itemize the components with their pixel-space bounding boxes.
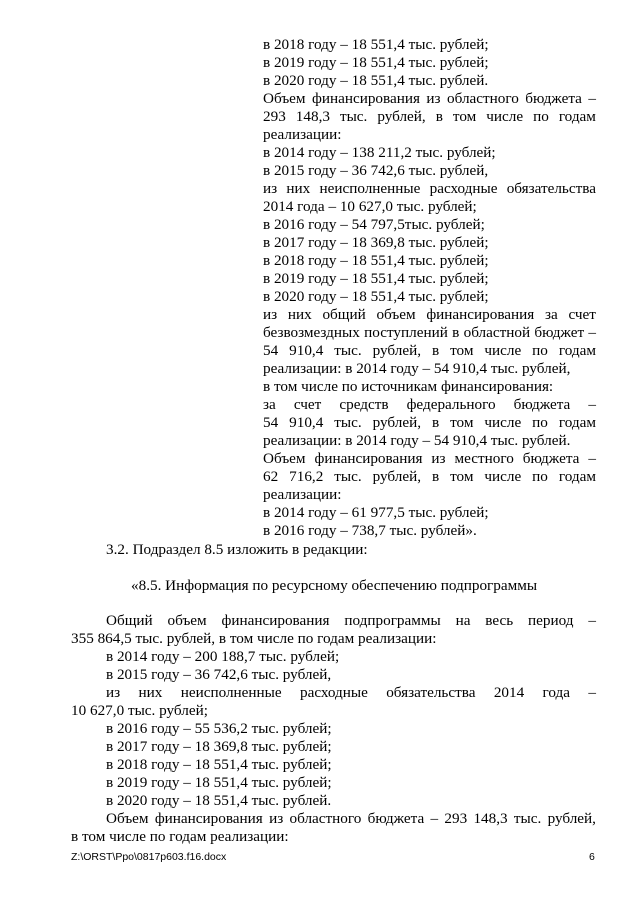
right-column-line: реализации: в 2014 году – 54 910,4 тыс. рублей. (263, 432, 571, 449)
word: по (532, 342, 548, 359)
right-column-line: в 2016 году – 54 797,5тыс. рублей; (263, 216, 485, 233)
word: в (452, 324, 460, 341)
word: областного (289, 810, 362, 827)
word: том (450, 342, 474, 359)
word: – (588, 612, 596, 629)
word: тыс. (513, 810, 542, 827)
body-line: в 2020 году – 18 551,4 тыс. рублей. (106, 792, 332, 809)
word: – (588, 90, 596, 107)
word: – (430, 810, 439, 827)
word: областного (447, 90, 519, 107)
word: Объем (263, 450, 306, 467)
word: – (588, 684, 596, 701)
word: объем (376, 306, 416, 323)
word: в (435, 108, 443, 125)
word: поступлений (364, 324, 448, 341)
right-column-line: в 2018 году – 18 551,4 тыс. рублей; (263, 36, 489, 53)
word: в (431, 342, 440, 359)
body-line: в 2019 году – 18 551,4 тыс. рублей; (106, 774, 332, 791)
word: тыс. (334, 468, 362, 485)
word: на (455, 612, 471, 629)
body-line (106, 612, 596, 630)
footer-page-number: 6 (589, 851, 595, 863)
body-line: в 2018 году – 18 551,4 тыс. рублей; (106, 756, 332, 773)
word: Объем (106, 810, 149, 827)
word: обязательства (386, 684, 476, 701)
right-column-line (263, 468, 596, 486)
right-column-line: 2014 года – 10 627,0 тыс. рублей; (263, 198, 477, 215)
word: них (138, 684, 163, 701)
word: безвозмездных (263, 324, 360, 341)
right-column-line: реализации: (263, 486, 342, 503)
word: 293 (444, 810, 468, 827)
right-column-line: в 2014 году – 61 977,5 тыс. рублей; (263, 504, 489, 521)
body-line (106, 684, 596, 702)
word: Общий (106, 612, 153, 629)
word: Объем (263, 90, 306, 107)
body-line: 10 627,0 тыс. рублей; (71, 702, 208, 719)
word: годам (558, 468, 596, 485)
word: по (533, 108, 549, 125)
right-column-line (263, 90, 596, 108)
word: том (450, 468, 474, 485)
section-heading: «8.5. Информация по ресурсному обеспечению подпрограммы (131, 577, 538, 594)
word: 910,4 (289, 414, 324, 431)
right-column-line: в 2018 году – 18 551,4 тыс. рублей; (263, 252, 489, 269)
word: годам (558, 414, 596, 431)
word: годам (558, 342, 596, 359)
word: из (106, 684, 121, 701)
body-line: в 2015 году – 36 742,6 тыс. рублей, (106, 666, 332, 683)
right-column-line (263, 180, 596, 198)
word: том (450, 414, 474, 431)
body-line (106, 810, 596, 828)
word: из (426, 90, 441, 107)
word: 716,2 (289, 468, 324, 485)
word: – (588, 396, 596, 413)
right-column-line (263, 450, 596, 468)
word: за (263, 396, 276, 413)
word: финансирования (311, 90, 420, 107)
word: объем (167, 612, 207, 629)
right-column-line: в 2019 году – 18 551,4 тыс. рублей; (263, 270, 489, 287)
body-line: в 2017 году – 18 369,8 тыс. рублей; (106, 738, 332, 755)
word: счет (293, 396, 322, 413)
word: бюджет (534, 324, 585, 341)
word: неисполненные (319, 180, 421, 197)
right-column-line (263, 108, 596, 126)
word: финансирования (221, 612, 330, 629)
word: по (532, 468, 548, 485)
word: финансирования (426, 306, 535, 323)
right-column-line: в 2020 году – 18 551,4 тыс. рублей; (263, 288, 489, 305)
word: 148,3 (473, 810, 508, 827)
body-line: в 2016 году – 55 536,2 тыс. рублей; (106, 720, 332, 737)
word: неисполненные (180, 684, 282, 701)
word: рублей, (372, 468, 421, 485)
word: тыс. (334, 414, 362, 431)
right-column-line (263, 396, 596, 414)
body-line: в том числе по годам реализации: (71, 828, 289, 845)
word: из (431, 450, 446, 467)
word: по (532, 414, 548, 431)
word: местного (454, 450, 514, 467)
word: из (269, 810, 284, 827)
word: 54 (263, 342, 279, 359)
word: 2014 (493, 684, 525, 701)
word: рублей, (372, 414, 421, 431)
word: финансирования (314, 450, 423, 467)
word: обязательства (506, 180, 596, 197)
word: рублей, (547, 810, 596, 827)
word: – (588, 450, 596, 467)
word: 62 (263, 468, 279, 485)
word: тыс. (339, 108, 368, 125)
section-instruction: 3.2. Подраздел 8.5 изложить в редакции: (106, 541, 368, 558)
right-column-line (263, 342, 596, 360)
word: числе (484, 468, 522, 485)
word: общий (322, 306, 366, 323)
word: за (545, 306, 558, 323)
right-column-line: в 2015 году – 36 742,6 тыс. рублей, (263, 162, 489, 179)
right-column-line: реализации: (263, 126, 342, 143)
word: – (588, 324, 596, 341)
right-column-line: в 2019 году – 18 551,4 тыс. рублей; (263, 54, 489, 71)
word: числе (484, 342, 522, 359)
word: из (263, 180, 278, 197)
word: 148,3 (295, 108, 330, 125)
word: бюджета (522, 450, 580, 467)
right-column-line: в 2017 году – 18 369,8 тыс. рублей; (263, 234, 489, 251)
right-column-line (263, 306, 596, 324)
word: бюджета (367, 810, 425, 827)
word: в (431, 414, 440, 431)
right-column-line (263, 414, 596, 432)
word: 910,4 (289, 342, 324, 359)
word: них (287, 306, 312, 323)
word: расходные (299, 684, 368, 701)
word: года (542, 684, 571, 701)
word: федерального (406, 396, 496, 413)
right-column-line: в том числе по источникам финансирования: (263, 378, 554, 395)
right-column-line: в 2020 году – 18 551,4 тыс. рублей. (263, 72, 489, 89)
body-line: в 2014 году – 200 188,7 тыс. рублей; (106, 648, 340, 665)
word: числе (484, 414, 522, 431)
word: финансирования (154, 810, 263, 827)
right-column-line: в 2016 году – 738,7 тыс. рублей». (263, 522, 477, 539)
footer-file-path: Z:\ORST\Ppo\0817p603.f16.docx (71, 851, 227, 863)
word: весь (485, 612, 514, 629)
word: счет (568, 306, 596, 323)
word: расходные (429, 180, 498, 197)
word: 293 (263, 108, 286, 125)
word: бюджета (513, 396, 571, 413)
word: них (286, 180, 311, 197)
word: подпрограммы (344, 612, 441, 629)
word: средств (339, 396, 389, 413)
word: 54 (263, 414, 279, 431)
word: из (263, 306, 278, 323)
word: том (452, 108, 477, 125)
word: рублей, (372, 342, 421, 359)
word: в (431, 468, 440, 485)
word: тыс. (334, 342, 362, 359)
word: период (528, 612, 574, 629)
word: областной (463, 324, 531, 341)
word: рублей, (377, 108, 426, 125)
word: бюджета (525, 90, 582, 107)
body-line: 355 864,5 тыс. рублей, в том числе по годам реализации: (71, 630, 437, 647)
right-column-line: в 2014 году – 138 211,2 тыс. рублей; (263, 144, 496, 161)
right-column-line (263, 324, 596, 342)
right-column-line: реализации: в 2014 году – 54 910,4 тыс. рублей, (263, 360, 571, 377)
word: годам (558, 108, 596, 125)
word: числе (486, 108, 524, 125)
